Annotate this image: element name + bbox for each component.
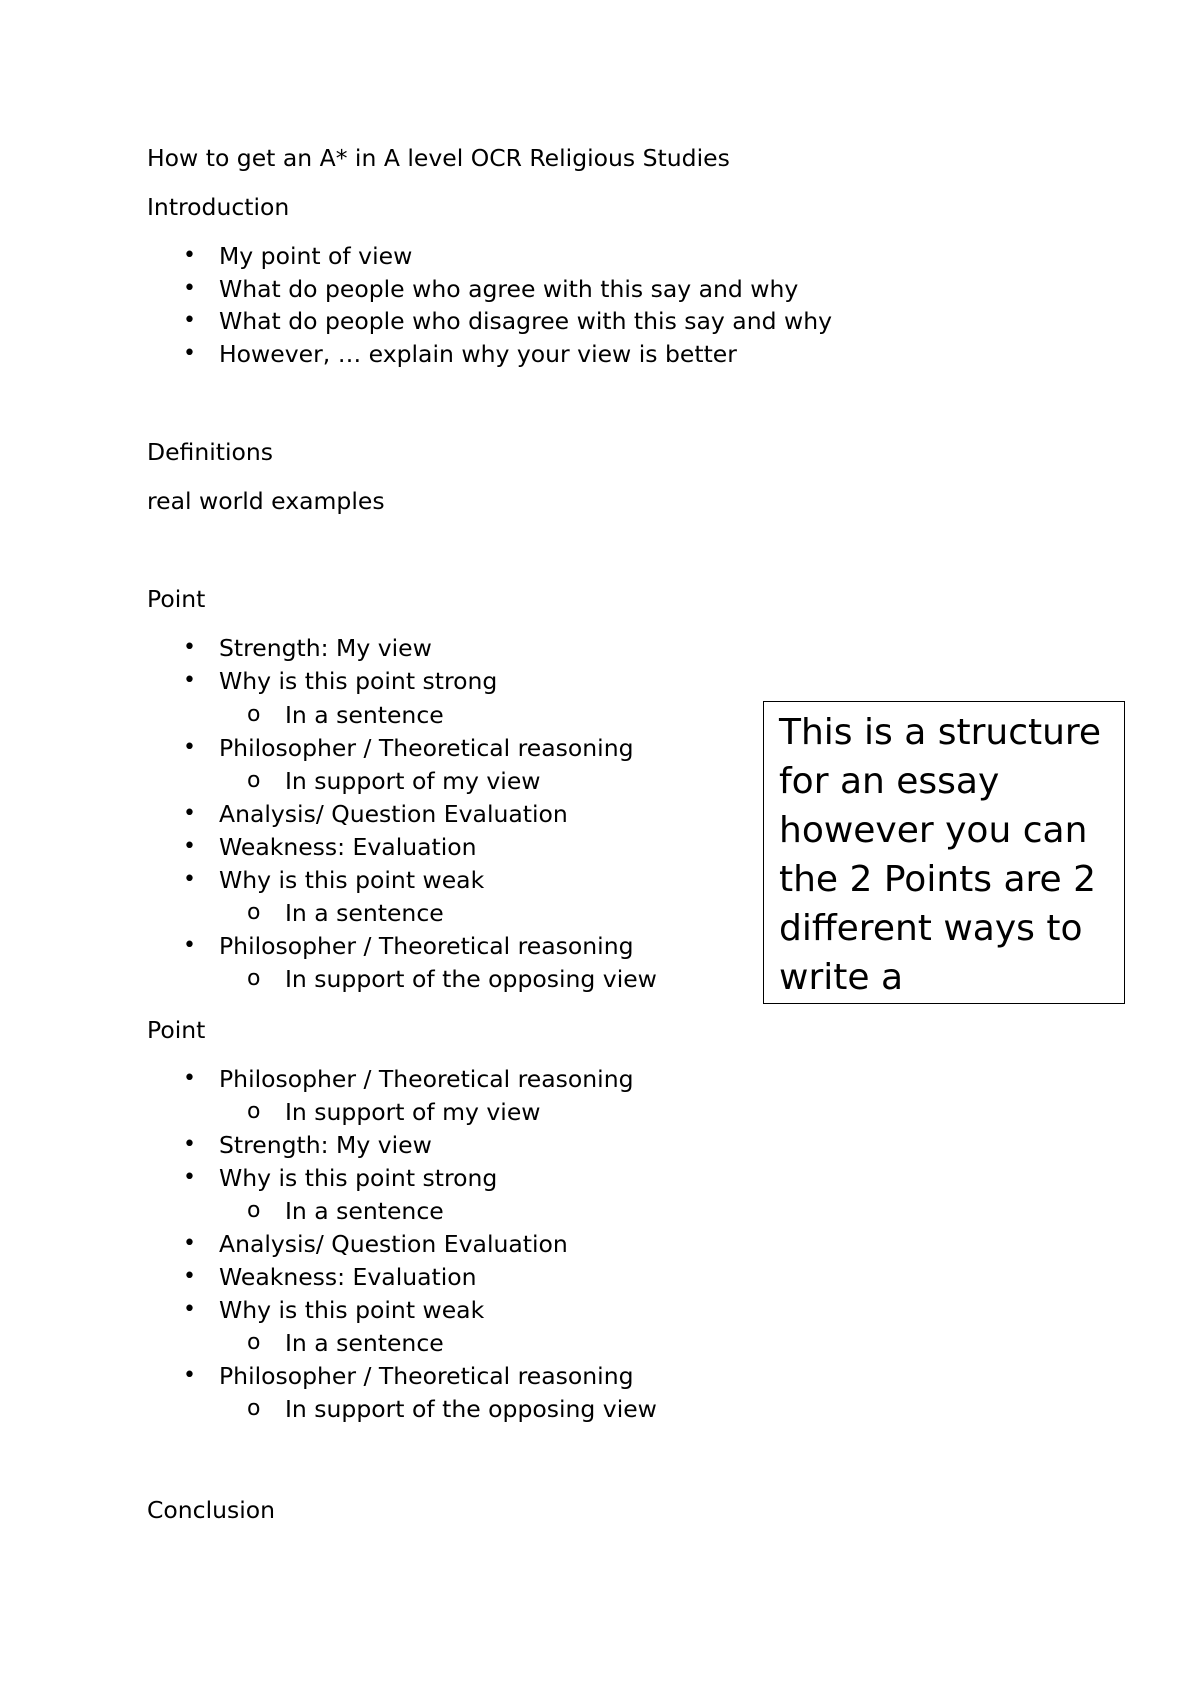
list-item: My point of view	[219, 242, 413, 270]
textbox-line: This is a structure	[779, 712, 1102, 753]
bullet-icon: •	[183, 243, 196, 268]
sub-list-item: In a sentence	[285, 1197, 444, 1225]
bullet-icon: •	[183, 1363, 196, 1388]
document-title: How to get an A* in A level OCR Religious Studies	[147, 144, 730, 172]
sub-list-item: In a sentence	[285, 899, 444, 927]
list-item: Analysis/ Question Evaluation	[219, 1230, 568, 1258]
sub-list-item: In a sentence	[285, 1329, 444, 1357]
sub-list-item: In support of my view	[285, 767, 541, 795]
bullet-icon: •	[183, 933, 196, 958]
list-item: However, … explain why your view is better	[219, 340, 737, 368]
sub-bullet-icon: o	[247, 966, 261, 991]
bullet-icon: •	[183, 1165, 196, 1190]
bullet-icon: •	[183, 867, 196, 892]
list-item: Why is this point weak	[219, 866, 485, 894]
list-item: Strength: My view	[219, 1131, 432, 1159]
list-item: Philosopher / Theoretical reasoning	[219, 1362, 634, 1390]
list-item: What do people who agree with this say and why	[219, 275, 799, 303]
list-item: Philosopher / Theoretical reasoning	[219, 932, 634, 960]
point-heading: Point	[147, 585, 206, 613]
definitions-heading: Definitions	[147, 438, 274, 466]
bullet-icon: •	[183, 834, 196, 859]
bullet-icon: •	[183, 1264, 196, 1289]
sub-list-item: In support of the opposing view	[285, 1395, 657, 1423]
bullet-icon: •	[183, 735, 196, 760]
conclusion-heading: Conclusion	[147, 1496, 276, 1524]
introduction-heading: Introduction	[147, 193, 290, 221]
bullet-icon: •	[183, 1066, 196, 1091]
bullet-icon: •	[183, 276, 196, 301]
bullet-icon: •	[183, 1132, 196, 1157]
sub-bullet-icon: o	[247, 768, 261, 793]
bullet-icon: •	[183, 1231, 196, 1256]
list-item: Strength: My view	[219, 634, 432, 662]
bullet-icon: •	[183, 635, 196, 660]
textbox-line: the 2 Points are 2	[779, 859, 1097, 900]
textbox-line: however you can	[779, 810, 1088, 851]
bullet-icon: •	[183, 801, 196, 826]
sub-list-item: In support of the opposing view	[285, 965, 657, 993]
sub-bullet-icon: o	[247, 702, 261, 727]
sub-list-item: In a sentence	[285, 701, 444, 729]
examples-heading: real world examples	[147, 487, 385, 515]
list-item: What do people who disagree with this say and why	[219, 307, 833, 335]
essay-structure-textbox	[763, 701, 1125, 1004]
textbox-line: write a	[779, 957, 904, 998]
bullet-icon: •	[183, 668, 196, 693]
list-item: Weakness: Evaluation	[219, 1263, 477, 1291]
list-item: Why is this point strong	[219, 667, 498, 695]
list-item: Why is this point strong	[219, 1164, 498, 1192]
list-item: Weakness: Evaluation	[219, 833, 477, 861]
list-item: Why is this point weak	[219, 1296, 485, 1324]
bullet-icon: •	[183, 1297, 196, 1322]
bullet-icon: •	[183, 341, 196, 366]
sub-bullet-icon: o	[247, 1099, 261, 1124]
point-heading: Point	[147, 1016, 206, 1044]
bullet-icon: •	[183, 308, 196, 333]
sub-bullet-icon: o	[247, 1396, 261, 1421]
list-item: Philosopher / Theoretical reasoning	[219, 734, 634, 762]
textbox-line: different ways to	[779, 908, 1083, 949]
sub-bullet-icon: o	[247, 1330, 261, 1355]
list-item: Analysis/ Question Evaluation	[219, 800, 568, 828]
textbox-line: for an essay	[779, 761, 1000, 802]
sub-bullet-icon: o	[247, 1198, 261, 1223]
sub-bullet-icon: o	[247, 900, 261, 925]
list-item: Philosopher / Theoretical reasoning	[219, 1065, 634, 1093]
sub-list-item: In support of my view	[285, 1098, 541, 1126]
